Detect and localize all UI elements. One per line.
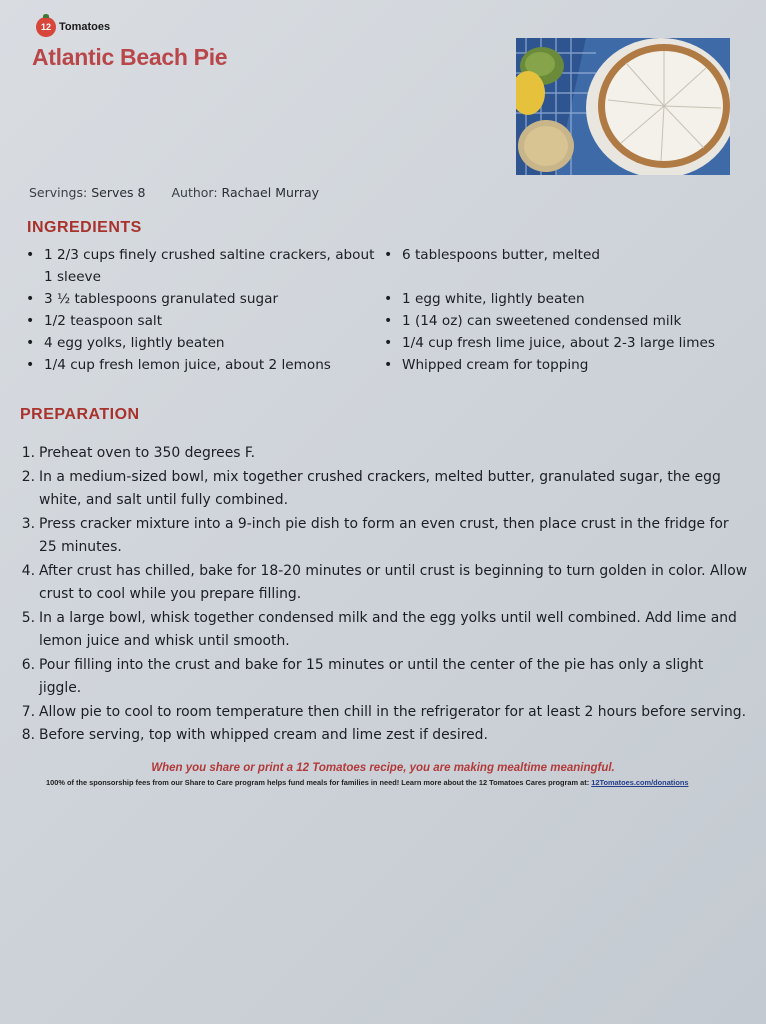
- list-item: • Whipped cream for topping: [382, 354, 752, 376]
- author-value: Rachael Murray: [221, 185, 320, 200]
- preparation-steps: [13, 442, 748, 748]
- list-item: • 1/4 cup fresh lime juice, about 2-3 large limes: [382, 332, 752, 354]
- preparation-heading: PREPARATION: [20, 406, 140, 423]
- recipe-meta: [29, 185, 319, 200]
- list-item: • 4 egg yolks, lightly beaten: [24, 332, 384, 354]
- list-item: • 1 2/3 cups finely crushed saltine crackers, about 1 sleeve: [24, 244, 384, 288]
- list-item: • 1/2 teaspoon salt: [24, 310, 384, 332]
- pie-photo: [516, 38, 730, 175]
- donations-link[interactable]: 12Tomatoes.com/donations: [591, 778, 689, 787]
- footer-note-text: 100% of the sponsorship fees from our Share to Care program helps fund meals for families in need! Learn more about the 12 Tomatoes Cares program at:: [46, 778, 590, 787]
- list-item: • 3 ½ tablespoons granulated sugar: [24, 288, 384, 310]
- tomato-logo-icon: 12: [36, 17, 56, 37]
- list-item: 5. In a large bowl, whisk together condensed milk and the egg yolks until well combined. Add lime and lemon juice and whisk until smooth.: [21, 609, 737, 649]
- brand: [36, 17, 110, 37]
- ingredients-heading: INGREDIENTS: [27, 219, 142, 236]
- list-item: • 1 (14 oz) can sweetened condensed milk: [382, 310, 752, 332]
- servings-value: Serves 8: [91, 185, 146, 200]
- list-item: 3. Press cracker mixture into a 9-inch pie dish to form an even crust, then place crust in the fridge for 25 minutes.: [21, 515, 729, 555]
- footer-note: [46, 778, 688, 787]
- list-item: • 6 tablespoons butter, melted: [382, 244, 752, 266]
- ingredients-right-list: [382, 244, 752, 376]
- list-item: 7. Allow pie to cool to room temperature then chill in the refrigerator for at least 2 hours before serving.: [21, 703, 747, 720]
- servings-label: Servings:: [29, 185, 88, 200]
- ingredients-left-list: [24, 244, 384, 376]
- recipe-title: Atlantic Beach Pie: [32, 44, 228, 70]
- pie-photo-illustration: [516, 38, 730, 175]
- brand-name: Tomatoes: [59, 21, 111, 33]
- list-item: 8. Before serving, top with whipped cream and lime zest if desired.: [21, 727, 488, 743]
- list-item: 6. Pour filling into the crust and bake for 15 minutes or until the center of the pie has only a slight jiggle.: [21, 656, 704, 696]
- cut-off-page-header: [0, 0, 766, 6]
- list-item: • 1 egg white, lightly beaten: [382, 288, 752, 310]
- footer-tagline: When you share or print a 12 Tomatoes recipe, you are making mealtime meaningful.: [151, 762, 615, 774]
- list-item: 4. After crust has chilled, bake for 18-20 minutes or until crust is beginning to turn golden in color. Allow crust to cool while you prepare filling.: [21, 562, 748, 602]
- list-item: 1. Preheat oven to 350 degrees F.: [21, 445, 256, 461]
- author-label: Author:: [171, 185, 218, 200]
- list-item: • 1/4 cup fresh lemon juice, about 2 lemons: [24, 354, 384, 376]
- list-item: 2. In a medium-sized bowl, mix together crushed crackers, melted butter, granulated sugar, the egg white, and salt until fully combined.: [21, 468, 721, 508]
